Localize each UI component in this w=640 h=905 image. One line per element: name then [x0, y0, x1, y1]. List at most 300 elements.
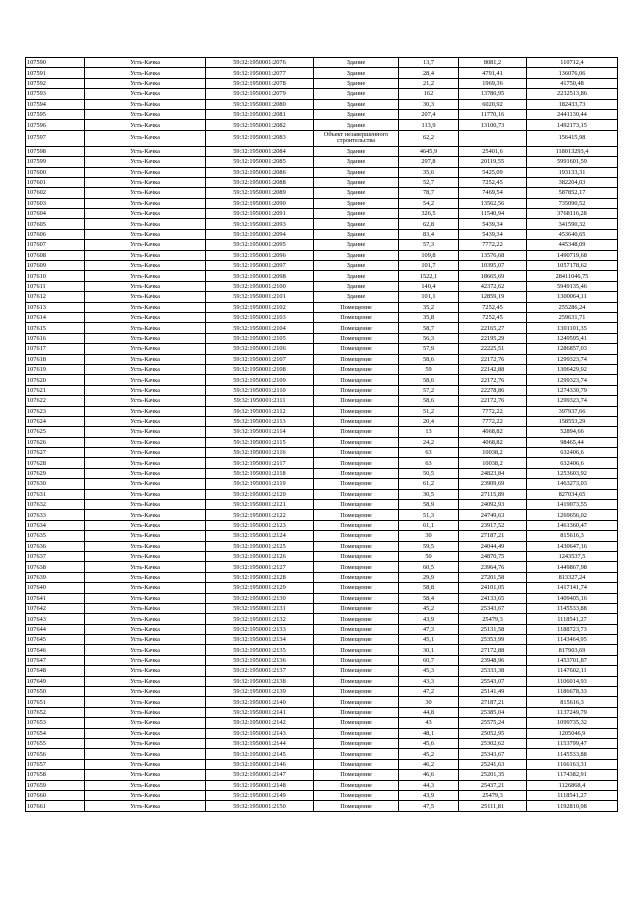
table-row [26, 635, 618, 645]
area-cell: 109,8 [399, 250, 459, 260]
cadastral-value-per-unit-cell: 24749,63 [459, 510, 527, 520]
row-number-cell: 107647 [26, 655, 85, 665]
area-cell: 58,7 [399, 323, 459, 333]
cadastral-value-per-unit-cell: 22195,29 [459, 333, 527, 343]
table-row [26, 655, 618, 665]
locality-cell: Усть-Качка [85, 655, 206, 665]
cadastral-value-per-unit-cell: 5425,09 [459, 167, 527, 177]
cadastral-value-cell: 397937,66 [527, 406, 618, 416]
row-number-cell: 107609 [26, 261, 85, 271]
area-cell: 113,9 [399, 120, 459, 130]
locality-cell: Усть-Качка [85, 780, 206, 790]
cadastral-number-cell: 59:32:1950001:2114 [206, 427, 314, 437]
object-type-cell: Помещение [314, 603, 399, 613]
locality-cell: Усть-Качка [85, 188, 206, 198]
table-row [26, 468, 618, 478]
cadastral-value-cell: 1453701,87 [527, 655, 618, 665]
cadastral-value-per-unit-cell: 25111,81 [459, 801, 527, 811]
locality-cell: Усть-Качка [85, 375, 206, 385]
table-row [26, 302, 618, 312]
cadastral-number-cell: 59:32:1950001:2142 [206, 718, 314, 728]
cadastral-number-cell: 59:32:1950001:2143 [206, 728, 314, 738]
locality-cell: Усть-Качка [85, 292, 206, 302]
cadastral-value-cell: 813327,24 [527, 572, 618, 582]
cadastral-value-cell: 118013293,4 [527, 146, 618, 156]
table-row [26, 458, 618, 468]
table-row [26, 479, 618, 489]
area-cell: 46,6 [399, 770, 459, 780]
cadastral-value-cell: 445348,09 [527, 240, 618, 250]
cadastral-value-cell: 52894,66 [527, 427, 618, 437]
cadastral-value-per-unit-cell: 23917,52 [459, 520, 527, 530]
area-cell: 57,3 [399, 240, 459, 250]
row-number-cell: 107590 [26, 58, 85, 68]
locality-cell: Усть-Качка [85, 240, 206, 250]
row-number-cell: 107660 [26, 790, 85, 800]
locality-cell: Усть-Качка [85, 801, 206, 811]
object-type-cell: Помещение [314, 687, 399, 697]
cadastral-value-per-unit-cell: 20119,55 [459, 157, 527, 167]
table-row [26, 614, 618, 624]
locality-cell: Усть-Качка [85, 78, 206, 88]
cadastral-number-cell: 59:32:1950001:2132 [206, 614, 314, 624]
object-type-cell: Помещение [314, 676, 399, 686]
cadastral-value-cell: 2441130,44 [527, 109, 618, 119]
area-cell: 207,4 [399, 109, 459, 119]
cadastral-number-cell: 59:32:1950001:2097 [206, 261, 314, 271]
cadastral-number-cell: 59:32:1950001:2107 [206, 354, 314, 364]
cadastral-value-cell: 587852,17 [527, 188, 618, 198]
table-row [26, 375, 618, 385]
cadastral-value-cell: 1057178,62 [527, 261, 618, 271]
row-number-cell: 107661 [26, 801, 85, 811]
object-type-cell: Помещение [314, 572, 399, 582]
cadastral-number-cell: 59:32:1950001:2129 [206, 583, 314, 593]
area-cell: 24,2 [399, 437, 459, 447]
object-type-cell: Помещение [314, 666, 399, 676]
locality-cell: Усть-Качка [85, 120, 206, 130]
cadastral-number-cell: 59:32:1950001:2080 [206, 99, 314, 109]
cadastral-number-cell: 59:32:1950001:2091 [206, 209, 314, 219]
area-cell: 51,2 [399, 406, 459, 416]
area-cell: 20,4 [399, 416, 459, 426]
table-row [26, 572, 618, 582]
cadastral-value-cell: 2232513,86 [527, 89, 618, 99]
cadastral-number-cell: 59:32:1950001:2130 [206, 593, 314, 603]
row-number-cell: 107656 [26, 749, 85, 759]
cadastral-number-cell: 59:32:1950001:2112 [206, 406, 314, 416]
area-cell: 48,1 [399, 728, 459, 738]
area-cell: 58,4 [399, 593, 459, 603]
area-cell: 58,6 [399, 354, 459, 364]
cadastral-number-cell: 59:32:1950001:2096 [206, 250, 314, 260]
object-type-cell: Помещение [314, 697, 399, 707]
cadastral-value-per-unit-cell: 1969,36 [459, 78, 527, 88]
cadastral-value-cell: 1137249,79 [527, 707, 618, 717]
locality-cell: Усть-Качка [85, 229, 206, 239]
cadastral-value-cell: 632406,6 [527, 458, 618, 468]
object-type-cell: Помещение [314, 510, 399, 520]
object-type-cell: Здание [314, 229, 399, 239]
table-row [26, 593, 618, 603]
cadastral-value-cell: 3768116,28 [527, 209, 618, 219]
locality-cell: Усть-Качка [85, 531, 206, 541]
area-cell: 50,5 [399, 468, 459, 478]
locality-cell: Усть-Качка [85, 198, 206, 208]
cadastral-number-cell: 59:32:1950001:2140 [206, 697, 314, 707]
object-type-cell: Помещение [314, 541, 399, 551]
cadastral-value-cell: 815616,3 [527, 531, 618, 541]
row-number-cell: 107606 [26, 229, 85, 239]
cadastral-value-per-unit-cell [459, 130, 527, 146]
locality-cell: Усть-Качка [85, 603, 206, 613]
row-number-cell: 107659 [26, 780, 85, 790]
locality-cell: Усть-Качка [85, 759, 206, 769]
locality-cell: Усть-Качка [85, 302, 206, 312]
table-row [26, 364, 618, 374]
cadastral-value-cell: 1409405,16 [527, 593, 618, 603]
area-cell: 47,5 [399, 801, 459, 811]
cadastral-value-per-unit-cell: 22172,76 [459, 354, 527, 364]
cadastral-value-per-unit-cell: 25241,63 [459, 759, 527, 769]
area-cell: 297,8 [399, 157, 459, 167]
table-row [26, 562, 618, 572]
object-type-cell: Здание [314, 209, 399, 219]
locality-cell: Усть-Качка [85, 209, 206, 219]
object-type-cell: Помещение [314, 396, 399, 406]
cadastral-value-per-unit-cell: 7252,45 [459, 177, 527, 187]
locality-cell: Усть-Качка [85, 458, 206, 468]
cadastral-number-cell: 59:32:1950001:2084 [206, 146, 314, 156]
cadastral-value-cell: 817903,69 [527, 645, 618, 655]
area-cell: 13 [399, 427, 459, 437]
row-number-cell: 107646 [26, 645, 85, 655]
cadastral-value-cell: 158553,29 [527, 416, 618, 426]
area-cell: 83,4 [399, 229, 459, 239]
table-row [26, 312, 618, 322]
table-row [26, 697, 618, 707]
area-cell: 45,2 [399, 603, 459, 613]
row-number-cell: 107591 [26, 68, 85, 78]
area-cell: 56,3 [399, 333, 459, 343]
table-row [26, 130, 618, 146]
table-row [26, 676, 618, 686]
locality-cell: Усть-Качка [85, 109, 206, 119]
table-row [26, 292, 618, 302]
table-row [26, 770, 618, 780]
table-row [26, 58, 618, 68]
locality-cell: Усть-Качка [85, 520, 206, 530]
row-number-cell: 107643 [26, 614, 85, 624]
row-number-cell: 107592 [26, 78, 85, 88]
object-type-cell: Помещение [314, 312, 399, 322]
cadastral-number-cell: 59:32:1950001:2101 [206, 292, 314, 302]
row-number-cell: 107631 [26, 489, 85, 499]
cadastral-value-per-unit-cell: 24044,49 [459, 541, 527, 551]
row-number-cell: 107650 [26, 687, 85, 697]
area-cell: 52,7 [399, 177, 459, 187]
cadastral-value-per-unit-cell: 13576,68 [459, 250, 527, 260]
table-row [26, 167, 618, 177]
locality-cell: Усть-Качка [85, 562, 206, 572]
object-type-cell: Помещение [314, 448, 399, 458]
cadastral-number-cell: 59:32:1950001:2131 [206, 603, 314, 613]
object-type-cell: Помещение [314, 437, 399, 447]
locality-cell: Усть-Качка [85, 635, 206, 645]
area-cell: 35,2 [399, 302, 459, 312]
object-type-cell: Здание [314, 167, 399, 177]
area-cell: 30 [399, 531, 459, 541]
cadastral-value-cell: 1174382,91 [527, 770, 618, 780]
cadastral-number-cell: 59:32:1950001:2095 [206, 240, 314, 250]
table-row [26, 489, 618, 499]
area-cell: 35,8 [399, 312, 459, 322]
cadastral-value-per-unit-cell: 22225,51 [459, 344, 527, 354]
cadastral-value-per-unit-cell: 4791,41 [459, 68, 527, 78]
object-type-cell: Помещение [314, 655, 399, 665]
cadastral-value-cell: 1300064,11 [527, 292, 618, 302]
cadastral-value-cell: 1253603,92 [527, 468, 618, 478]
cadastral-value-cell: 341590,32 [527, 219, 618, 229]
cadastral-value-per-unit-cell: 25343,67 [459, 749, 527, 759]
row-number-cell: 107617 [26, 344, 85, 354]
row-number-cell: 107596 [26, 120, 85, 130]
cadastral-value-cell: 1419073,55 [527, 500, 618, 510]
cadastral-value-cell: 1417141,74 [527, 583, 618, 593]
cadastral-number-cell: 59:32:1950001:2118 [206, 468, 314, 478]
locality-cell: Усть-Качка [85, 157, 206, 167]
cadastral-number-cell: 59:32:1950001:2133 [206, 624, 314, 634]
cadastral-number-cell: 59:32:1950001:2110 [206, 385, 314, 395]
row-number-cell: 107613 [26, 302, 85, 312]
table-row [26, 333, 618, 343]
object-type-cell: Объект незавершенного строительства [314, 130, 399, 146]
table-row [26, 198, 618, 208]
cadastral-number-cell: 59:32:1950001:2081 [206, 109, 314, 119]
object-type-cell: Помещение [314, 427, 399, 437]
table-row [26, 146, 618, 156]
object-type-cell: Помещение [314, 759, 399, 769]
object-type-cell: Здание [314, 120, 399, 130]
cadastral-value-cell: 1492173,15 [527, 120, 618, 130]
row-number-cell: 107614 [26, 312, 85, 322]
object-type-cell: Помещение [314, 364, 399, 374]
object-type-cell: Помещение [314, 479, 399, 489]
cadastral-value-per-unit-cell: 25437,21 [459, 780, 527, 790]
table-row [26, 271, 618, 281]
table-row [26, 109, 618, 119]
cadastral-value-per-unit-cell: 6020,92 [459, 99, 527, 109]
cadastral-value-cell: 1299323,74 [527, 354, 618, 364]
locality-cell: Усть-Качка [85, 130, 206, 146]
object-type-cell: Здание [314, 271, 399, 281]
cadastral-value-per-unit-cell: 24133,65 [459, 593, 527, 603]
object-type-cell: Помещение [314, 749, 399, 759]
table-row [26, 354, 618, 364]
cadastral-number-cell: 59:32:1950001:2127 [206, 562, 314, 572]
row-number-cell: 107620 [26, 375, 85, 385]
area-cell: 43 [399, 718, 459, 728]
cadastral-value-per-unit-cell: 25543,07 [459, 676, 527, 686]
table-row [26, 188, 618, 198]
area-cell: 63 [399, 458, 459, 468]
cadastral-number-cell: 59:32:1950001:2076 [206, 58, 314, 68]
locality-cell: Усть-Качка [85, 468, 206, 478]
cadastral-number-cell: 59:32:1950001:2103 [206, 312, 314, 322]
locality-cell: Усть-Качка [85, 364, 206, 374]
table-row [26, 603, 618, 613]
cadastral-value-per-unit-cell: 13780,95 [459, 89, 527, 99]
row-number-cell: 107636 [26, 541, 85, 551]
area-cell: 51,3 [399, 510, 459, 520]
table-row [26, 177, 618, 187]
cadastral-value-per-unit-cell: 25343,67 [459, 603, 527, 613]
object-type-cell: Помещение [314, 458, 399, 468]
cadastral-number-cell: 59:32:1950001:2094 [206, 229, 314, 239]
locality-cell: Усть-Качка [85, 437, 206, 447]
locality-cell: Усть-Качка [85, 489, 206, 499]
row-number-cell: 107633 [26, 510, 85, 520]
locality-cell: Усть-Качка [85, 728, 206, 738]
table-row [26, 344, 618, 354]
cadastral-number-cell: 59:32:1950001:2122 [206, 510, 314, 520]
cadastral-number-cell: 59:32:1950001:2079 [206, 89, 314, 99]
cadastral-value-per-unit-cell: 23948,96 [459, 655, 527, 665]
cadastral-value-cell: 1118541,27 [527, 790, 618, 800]
cadastral-value-per-unit-cell: 42372,62 [459, 281, 527, 291]
cadastral-value-cell: 1490719,68 [527, 250, 618, 260]
cadastral-value-cell: 1243537,5 [527, 551, 618, 561]
table-row [26, 541, 618, 551]
cadastral-value-per-unit-cell: 24823,84 [459, 468, 527, 478]
cadastral-value-cell: 136076,06 [527, 68, 618, 78]
table-row [26, 551, 618, 561]
table-row [26, 250, 618, 260]
area-cell: 54,2 [399, 198, 459, 208]
cadastral-number-cell: 59:32:1950001:2115 [206, 437, 314, 447]
row-number-cell: 107645 [26, 635, 85, 645]
cadastral-value-per-unit-cell: 23909,69 [459, 479, 527, 489]
cadastral-value-cell: 1145533,88 [527, 603, 618, 613]
table-row [26, 323, 618, 333]
row-number-cell: 107599 [26, 157, 85, 167]
cadastral-number-cell: 59:32:1950001:2150 [206, 801, 314, 811]
cadastral-value-cell: 1147602,11 [527, 666, 618, 676]
object-type-cell: Здание [314, 89, 399, 99]
table-row [26, 209, 618, 219]
cadastral-value-cell: 1249595,41 [527, 333, 618, 343]
cadastral-value-per-unit-cell: 5439,34 [459, 219, 527, 229]
object-type-cell: Помещение [314, 385, 399, 395]
locality-cell: Усть-Качка [85, 177, 206, 187]
object-type-cell: Помещение [314, 635, 399, 645]
table-row [26, 427, 618, 437]
object-type-cell: Здание [314, 240, 399, 250]
object-type-cell: Помещение [314, 520, 399, 530]
cadastral-number-cell: 59:32:1950001:2111 [206, 396, 314, 406]
row-number-cell: 107632 [26, 500, 85, 510]
object-type-cell: Здание [314, 292, 399, 302]
row-number-cell: 107610 [26, 271, 85, 281]
row-number-cell: 107657 [26, 759, 85, 769]
row-number-cell: 107602 [26, 188, 85, 198]
object-type-cell: Здание [314, 219, 399, 229]
row-number-cell: 107655 [26, 739, 85, 749]
object-type-cell: Помещение [314, 344, 399, 354]
row-number-cell: 107600 [26, 167, 85, 177]
cadastral-value-cell: 735090,52 [527, 198, 618, 208]
row-number-cell: 107612 [26, 292, 85, 302]
cadastral-value-per-unit-cell: 10395,07 [459, 261, 527, 271]
row-number-cell: 107619 [26, 364, 85, 374]
cadastral-value-per-unit-cell: 24101,05 [459, 583, 527, 593]
area-cell: 58,6 [399, 375, 459, 385]
cadastral-value-per-unit-cell: 25401,6 [459, 146, 527, 156]
object-type-cell: Здание [314, 78, 399, 88]
area-cell: 61,2 [399, 479, 459, 489]
area-cell: 30,1 [399, 645, 459, 655]
row-number-cell: 107640 [26, 583, 85, 593]
row-number-cell: 107634 [26, 520, 85, 530]
cadastral-number-cell: 59:32:1950001:2106 [206, 344, 314, 354]
table-row [26, 68, 618, 78]
row-number-cell: 107603 [26, 198, 85, 208]
locality-cell: Усть-Качка [85, 676, 206, 686]
locality-cell: Усть-Качка [85, 500, 206, 510]
locality-cell: Усть-Качка [85, 510, 206, 520]
cadastral-number-cell: 59:32:1950001:2078 [206, 78, 314, 88]
cadastral-number-cell: 59:32:1950001:2141 [206, 707, 314, 717]
area-cell: 47,2 [399, 687, 459, 697]
cadastral-value-per-unit-cell: 7469,54 [459, 188, 527, 198]
cadastral-value-per-unit-cell: 22172,76 [459, 396, 527, 406]
row-number-cell: 107616 [26, 333, 85, 343]
table-row [26, 229, 618, 239]
locality-cell: Усть-Качка [85, 427, 206, 437]
cadastral-value-cell: 815616,3 [527, 697, 618, 707]
cadastral-number-cell: 59:32:1950001:2108 [206, 364, 314, 374]
locality-cell: Усть-Качка [85, 333, 206, 343]
cadastral-number-cell: 59:32:1950001:2139 [206, 687, 314, 697]
object-type-cell: Помещение [314, 718, 399, 728]
cadastral-value-cell: 1143464,95 [527, 635, 618, 645]
area-cell: 62,2 [399, 130, 459, 146]
area-cell: 43,3 [399, 676, 459, 686]
row-number-cell: 107604 [26, 209, 85, 219]
locality-cell: Усть-Качка [85, 271, 206, 281]
area-cell: 43,9 [399, 790, 459, 800]
locality-cell: Усть-Качка [85, 790, 206, 800]
area-cell: 101,7 [399, 261, 459, 271]
cadastral-number-cell: 59:32:1950001:2117 [206, 458, 314, 468]
area-cell: 50 [399, 551, 459, 561]
cadastral-value-per-unit-cell: 24092,93 [459, 500, 527, 510]
object-type-cell: Помещение [314, 302, 399, 312]
cadastral-value-cell: 1192810,98 [527, 801, 618, 811]
locality-cell: Усть-Качка [85, 624, 206, 634]
table-row [26, 790, 618, 800]
cadastral-number-cell: 59:32:1950001:2119 [206, 479, 314, 489]
cadastral-value-cell: 255286,24 [527, 302, 618, 312]
object-type-cell: Помещение [314, 728, 399, 738]
cadastral-value-per-unit-cell: 27115,89 [459, 489, 527, 499]
cadastral-value-cell: 1166163,31 [527, 759, 618, 769]
area-cell: 59 [399, 364, 459, 374]
locality-cell: Усть-Качка [85, 687, 206, 697]
object-type-cell: Здание [314, 109, 399, 119]
locality-cell: Усть-Качка [85, 770, 206, 780]
table-row [26, 739, 618, 749]
